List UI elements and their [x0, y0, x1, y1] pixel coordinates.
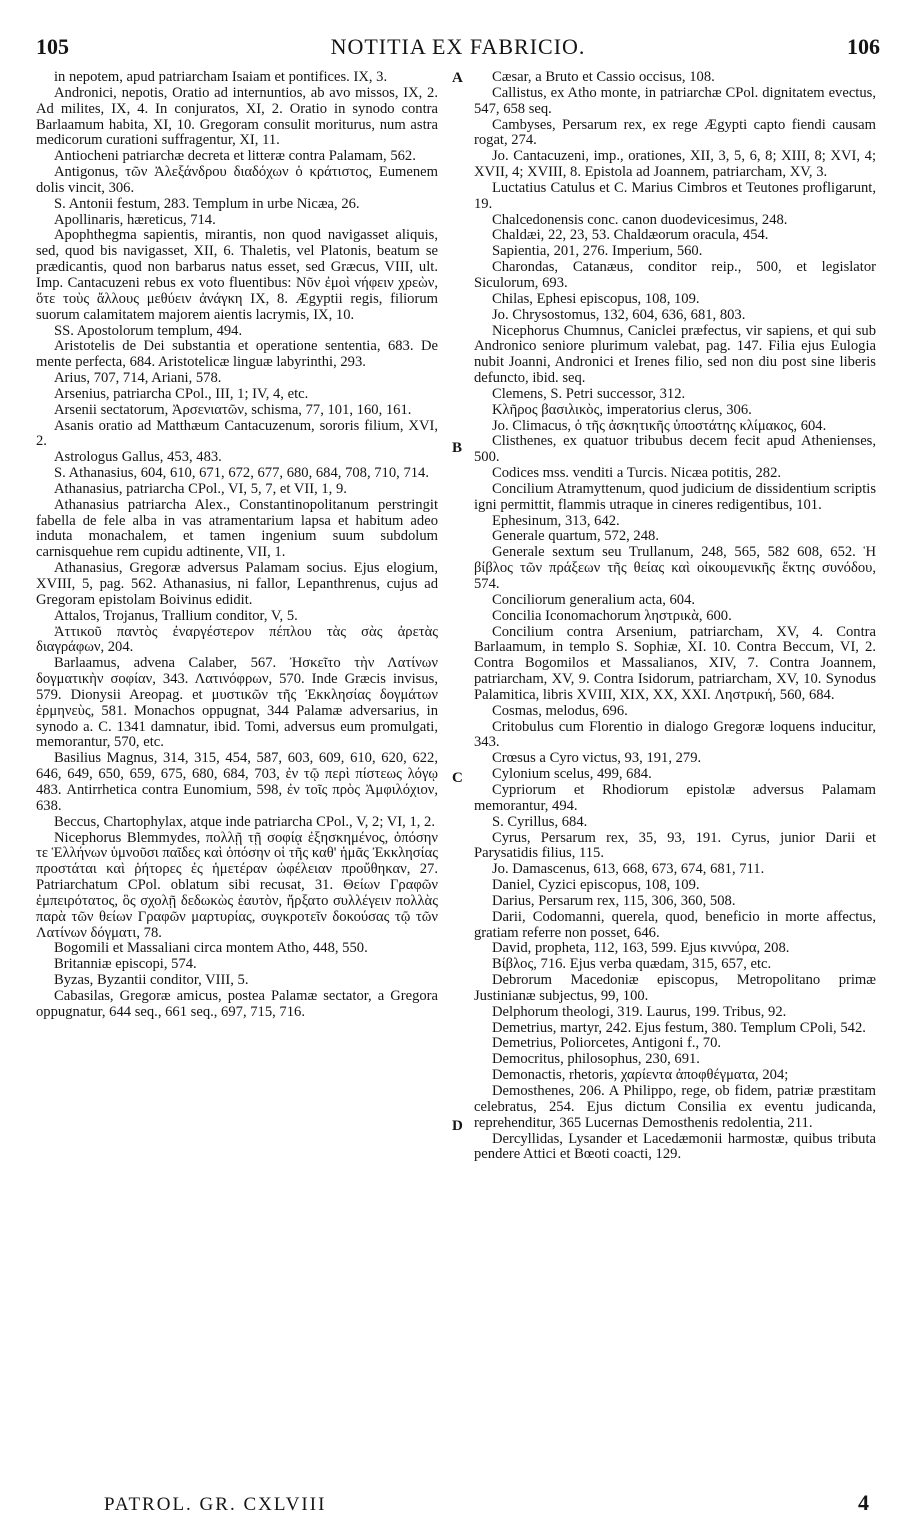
- margin-marker-c: C: [452, 770, 463, 786]
- index-entry: S. Athanasius, 604, 610, 671, 672, 677, 680, 684, 708, 710, 714.: [54, 465, 429, 482]
- left-column: [36, 70, 438, 1021]
- index-entry: Beccus, Chartophylax, atque inde patriarcha CPol., V, 2; VI, 1, 2.: [54, 813, 435, 830]
- index-entry: Conciliorum generalium acta, 604.: [492, 591, 696, 608]
- index-entry: Cæsar, a Bruto et Cassio occisus, 108.: [492, 69, 715, 85]
- margin-marker-d: D: [452, 1118, 463, 1134]
- index-entry: Jo. Chrysostomus, 132, 604, 636, 681, 803.: [492, 306, 746, 323]
- index-entry: Andronici, nepotis, Oratio ad internuntios, ab avo missos, IX, 2. Ad milites, IX, 4. In conjuratos, XI, 2. Oratio in synodo contra Barlaamum habita, XI, 10. Gregoram consulit moriturus, num astra medicorum curationi suffragentur, XI, 11.: [36, 84, 438, 149]
- index-entry: Chilas, Ephesi episcopus, 108, 109.: [492, 290, 700, 307]
- index-entry: Nicephorus Blemmydes, πολλῇ τῇ σοφίᾳ ἐξησκημένος, ὁπόσην τε Ἑλλήνων ὑμνοῦσι παῖδες καὶ ὁπόσην οἱ τῆς καθ' ἡμᾶς Ἐκκλησίας προστάται καὶ ῥήτορες ἐς ἡμετέραν ὠφέλειαν προὔθηκαν, 27. Patriarchatum CPol. oblatum sibi recusat, 31. Θείων Γραφῶν ἐμπειρότατος, ὃς σχολῇ δεδωκὼς ἑαυτὸν, ἤρξατο συλλέγειν πολλὰς παρὰ τῶν θείων Γραφῶν μαρτυρίας, συγκροτεῖν δοκούσας τῷ τῶν Λατίνων δόγματι, 78.: [36, 829, 438, 941]
- index-entry: Delphorum theologi, 319. Laurus, 199. Tribus, 92.: [492, 1003, 787, 1020]
- index-entry: in nepotem, apud patriarcham Isaiam et pontifices. IX, 3.: [54, 69, 388, 85]
- index-entry: Arius, 707, 714, Ariani, 578.: [54, 370, 222, 387]
- index-entry: Cabasilas, Gregoræ amicus, postea Palamæ sectator, a Gregora oppugnatur, 644 seq., 661 seq., 697, 715, 716.: [36, 987, 438, 1020]
- index-entry: Charondas, Catanæus, conditor reip., 500, et legislator Siculorum, 693.: [474, 259, 876, 291]
- index-entry: Basilius Magnus, 314, 315, 454, 587, 603, 609, 610, 620, 622, 646, 649, 650, 659, 675, 680, 684, 703, ἐν τῷ περὶ πίστεως λόγῳ 483. Antirrhetica contra Eunomium, 598, ἐν τοῖς πρὸς Ἀμφιλόχιον, 638.: [36, 750, 438, 814]
- index-entry: Generale quartum, 572, 248.: [492, 528, 659, 545]
- index-entry: Cypriorum et Rhodiorum epistolæ adversus Palamam memorantur, 494.: [474, 781, 876, 814]
- index-entry: Clemens, S. Petri successor, 312.: [492, 385, 686, 402]
- index-entry: Democritus, philosophus, 230, 691.: [492, 1051, 700, 1068]
- index-entry: S. Cyrillus, 684.: [492, 813, 588, 830]
- index-entry: Arsenius, patriarcha CPol., III, 1; IV, 4, etc.: [54, 385, 309, 402]
- index-entry: Debrorum Macedoniæ episcopus, Metropolitano primæ Justinianæ subjectus, 99, 100.: [474, 972, 876, 1004]
- index-entry: S. Antonii festum, 283. Templum in urbe Nicæa, 26.: [54, 195, 360, 212]
- index-entry: Darii, Codomanni, querela, quod, beneficio in morte affectus, gratiam referre non posset, 646.: [474, 908, 876, 941]
- index-entry: Crœsus a Cyro victus, 93, 191, 279.: [492, 750, 702, 767]
- index-entry: Attalos, Trojanus, Trallium conditor, V, 5.: [54, 607, 298, 624]
- index-entry: Critobulus cum Florentio in dialogo Gregoræ loquens inducitur, 343.: [474, 718, 876, 751]
- index-entry: Ἀττικοῦ παντὸς ἐναργέστερον πέπλου τὰς σὰς ἀρετὰς διαγράφων, 204.: [36, 623, 438, 656]
- index-entry: Sapientia, 201, 276. Imperium, 560.: [492, 243, 703, 260]
- index-entry: Jo. Damascenus, 613, 668, 673, 674, 681, 711.: [492, 861, 765, 878]
- index-entry: Concilium contra Arsenium, patriarcham, XV, 4. Contra Barlaamum, in templo S. Sophiæ, XI. 10. Contra Beccum, VI, 2. Contra Bogomilos et Massalianos, XIV, 7. Contra Joannem, patriarcham, XV, 9. Contra Isidorum, patriarcham, XV, 10. Synodus Palamitica, libris XVIII, XIX, XX, XXI. Ληστρική, 560, 684.: [474, 623, 876, 703]
- index-entry: Cylonium scelus, 499, 684.: [492, 766, 652, 783]
- index-entry: Demonactis, rhetoris, χαρίεντα ἀποφθέγματα, 204;: [492, 1067, 789, 1084]
- index-entry: David, propheta, 112, 163, 599. Ejus κιννύρα, 208.: [492, 940, 790, 957]
- index-entry: Cyrus, Persarum rex, 35, 93, 191. Cyrus, junior Darii et Parysatidis filius, 115.: [474, 829, 876, 862]
- index-entry: Κλῆρος βασιλικὸς, imperatorius clerus, 306.: [492, 401, 752, 418]
- sheet-number: 4: [858, 1490, 869, 1515]
- page-number-right: 106: [847, 34, 880, 59]
- index-entry: Daniel, Cyzici episcopus, 108, 109.: [492, 877, 700, 894]
- index-entry: Antiocheni patriarchæ decreta et litteræ contra Palamam, 562.: [54, 148, 416, 165]
- signature-mark: PATROL. GR. CXLVIII: [104, 1494, 327, 1515]
- index-entry: Barlaamus, advena Calaber, 567. Ἠσκεῖτο τὴν Λατίνων δογματικὴν σοφίαν, 343. Λατινόφρων, 570. Inde Græcis invisus, 579. Dionysii Areopag. et μυστικῶν τῆς Ἐκκλησίας δογμάτων ἑρμηνεὺς, 581. Monachos oppugnat, 344 Palamæ adversarius, in synodo a. C. 1341 damnatur, ibid. Tomi, adversus eum promulgati, memorantur, 570, etc.: [36, 655, 438, 751]
- margin-marker-a: A: [452, 70, 463, 86]
- index-entry: Astrologus Gallus, 453, 483.: [54, 449, 222, 466]
- index-entry: Cosmas, melodus, 696.: [492, 702, 628, 719]
- index-entry: Bogomili et Massaliani circa montem Atho, 448, 550.: [54, 940, 368, 957]
- index-entry: Apollinaris, hæreticus, 714.: [54, 211, 216, 228]
- index-entry: Athanasius patriarcha Alex., Constantinopolitanum perstringit fabella de fele alba in vas atramentarium lapsa et habitum adeo induta monachalem, et tamen ingenium suum subdolum carnisquehue rem cupidu adtinente, VII, 1.: [36, 496, 438, 561]
- index-entry: Cambyses, Persarum rex, ex rege Ægypti capto fiendi causam rogat, 274.: [474, 116, 876, 149]
- index-entry: Apophthegma sapientis, mirantis, non quod navigasset aliquis, sed, quod bis navigasset, XII, 6. Thaletis, vel Platonis, beatum se prædicantis, quod non barbarus natus esset, sed Græcus, VIII, ult. Imp. Cantacuzeni rebus ex voto fluentibus: Νῦν ἐμοὶ νήφειν χρεὼν, ὅτε τοὺς ἄλλους μεθύειν ἀνάγκη IX, 8. Ægyptii regis, filiorum suorum calamitatem majorem aientis lacrymis, IX, 10.: [36, 227, 438, 323]
- index-entry: Callistus, ex Atho monte, in patriarchæ CPol. dignitatem evectus, 547, 658 seq.: [474, 84, 876, 117]
- index-entry: Demetrius, martyr, 242. Ejus festum, 380. Templum CPoli, 542.: [492, 1019, 866, 1036]
- index-entry: Concilia Iconomachorum ληστρικὰ, 600.: [492, 607, 732, 624]
- index-entry: Clisthenes, ex quatuor tribubus decem fecit apud Athenienses, 500.: [474, 433, 876, 466]
- index-entry: Britanniæ episcopi, 574.: [54, 956, 197, 973]
- index-entry: Dercyllidas, Lysander et Lacedæmonii harmostæ, quibus tributa pendere Attici et Bœoti coacti, 129.: [474, 1130, 876, 1163]
- index-entry: Jo. Cantacuzeni, imp., orationes, XII, 3, 5, 6, 8; XIII, 8; XVI, 4; XVII, 4; XVIII, 8. Epistola ad Joannem, patriarcham, XV, 3.: [474, 148, 876, 181]
- index-entry: Luctatius Catulus et C. Marius Cimbros et Teutones profligarunt, 19.: [474, 179, 876, 212]
- index-entry: Chalcedonensis conc. canon duodevicesimus, 248.: [492, 211, 788, 228]
- index-entry: Arsenii sectatorum, Ἀρσενιατῶν, schisma, 77, 101, 160, 161.: [54, 401, 412, 418]
- index-entry: Athanasius, Gregoræ adversus Palamam socius. Ejus elogium, XVIII, 5, pag. 562. Athanasius, ni fallor, Lepanthrenus, cujus ad Gregoram epistolam Boivinus edidit.: [36, 560, 438, 608]
- page-header: [36, 34, 880, 66]
- index-entry: Generale sextum seu Trullanum, 248, 565, 582 608, 652. Ἡ βίβλος τῶν πράξεων τῆς θείας καὶ οἰκουμενικῆς ἕκτης συνόδου, 574.: [474, 544, 876, 592]
- index-entry: Asanis oratio ad Matthæum Cantacuzenum, sororis filium, XVI, 2.: [36, 417, 438, 450]
- index-entry: Demetrius, Poliorcetes, Antigoni f., 70.: [492, 1035, 722, 1052]
- margin-marker-b: B: [452, 440, 463, 456]
- index-entry: Chaldæi, 22, 23, 53. Chaldæorum oracula, 454.: [492, 227, 769, 244]
- index-entry: Darius, Persarum rex, 115, 306, 360, 508.: [492, 892, 736, 909]
- page-number-left: 105: [36, 34, 69, 59]
- index-entry: Byzas, Byzantii conditor, VIII, 5.: [54, 972, 249, 989]
- index-entry: Antigonus, τῶν Ἀλεξάνδρου διαδόχων ὁ κράτιστος, Eumenem dolis vincit, 306.: [36, 164, 438, 196]
- index-entry: Athanasius, patriarcha CPol., VI, 5, 7, et VII, 1, 9.: [54, 480, 347, 497]
- index-entry: Concilium Atramyttenum, quod judicium de dissidentium scriptis igni permittit, flammis utraque in cineres redigentibus, 101.: [474, 480, 876, 513]
- index-entry: Jo. Climacus, ὁ τῆς ἀσκητικῆς ὑποστάτης κλίμακος, 604.: [492, 417, 827, 434]
- running-title: NOTITIA EX FABRICIO.: [330, 34, 586, 59]
- index-entry: Nicephorus Chumnus, Caniclei præfectus, vir sapiens, et qui sub Andronico seniore plurimum valebat, pag. 147. Filia ejus Eulogia nubit Joanni, Andronici et Irenes filio, sed non diu post sine liberis defuncto, ibid. seq.: [474, 322, 876, 387]
- right-column: [474, 70, 876, 1163]
- index-entry: Ephesinum, 313, 642.: [492, 512, 620, 529]
- index-entry: Demosthenes, 206. A Philippo, rege, ob fidem, patriæ præstitam celebratus, 254. Ejus dictum Consilia ex eventu judicanda, reprehenditur, 365 Lucernas Demosthenis redolentia, 211.: [474, 1083, 876, 1131]
- index-entry: Codices mss. venditi a Turcis. Nicæa potitis, 282.: [492, 465, 782, 482]
- index-entry: SS. Apostolorum templum, 494.: [54, 322, 243, 339]
- index-entry: Aristotelis de Dei substantia et operatione sententia, 683. De mente perfecta, 684. Aristotelicæ linguæ labyrinthi, 293.: [36, 338, 438, 371]
- index-entry: Βίβλος, 716. Ejus verba quædam, 315, 657, etc.: [492, 956, 772, 973]
